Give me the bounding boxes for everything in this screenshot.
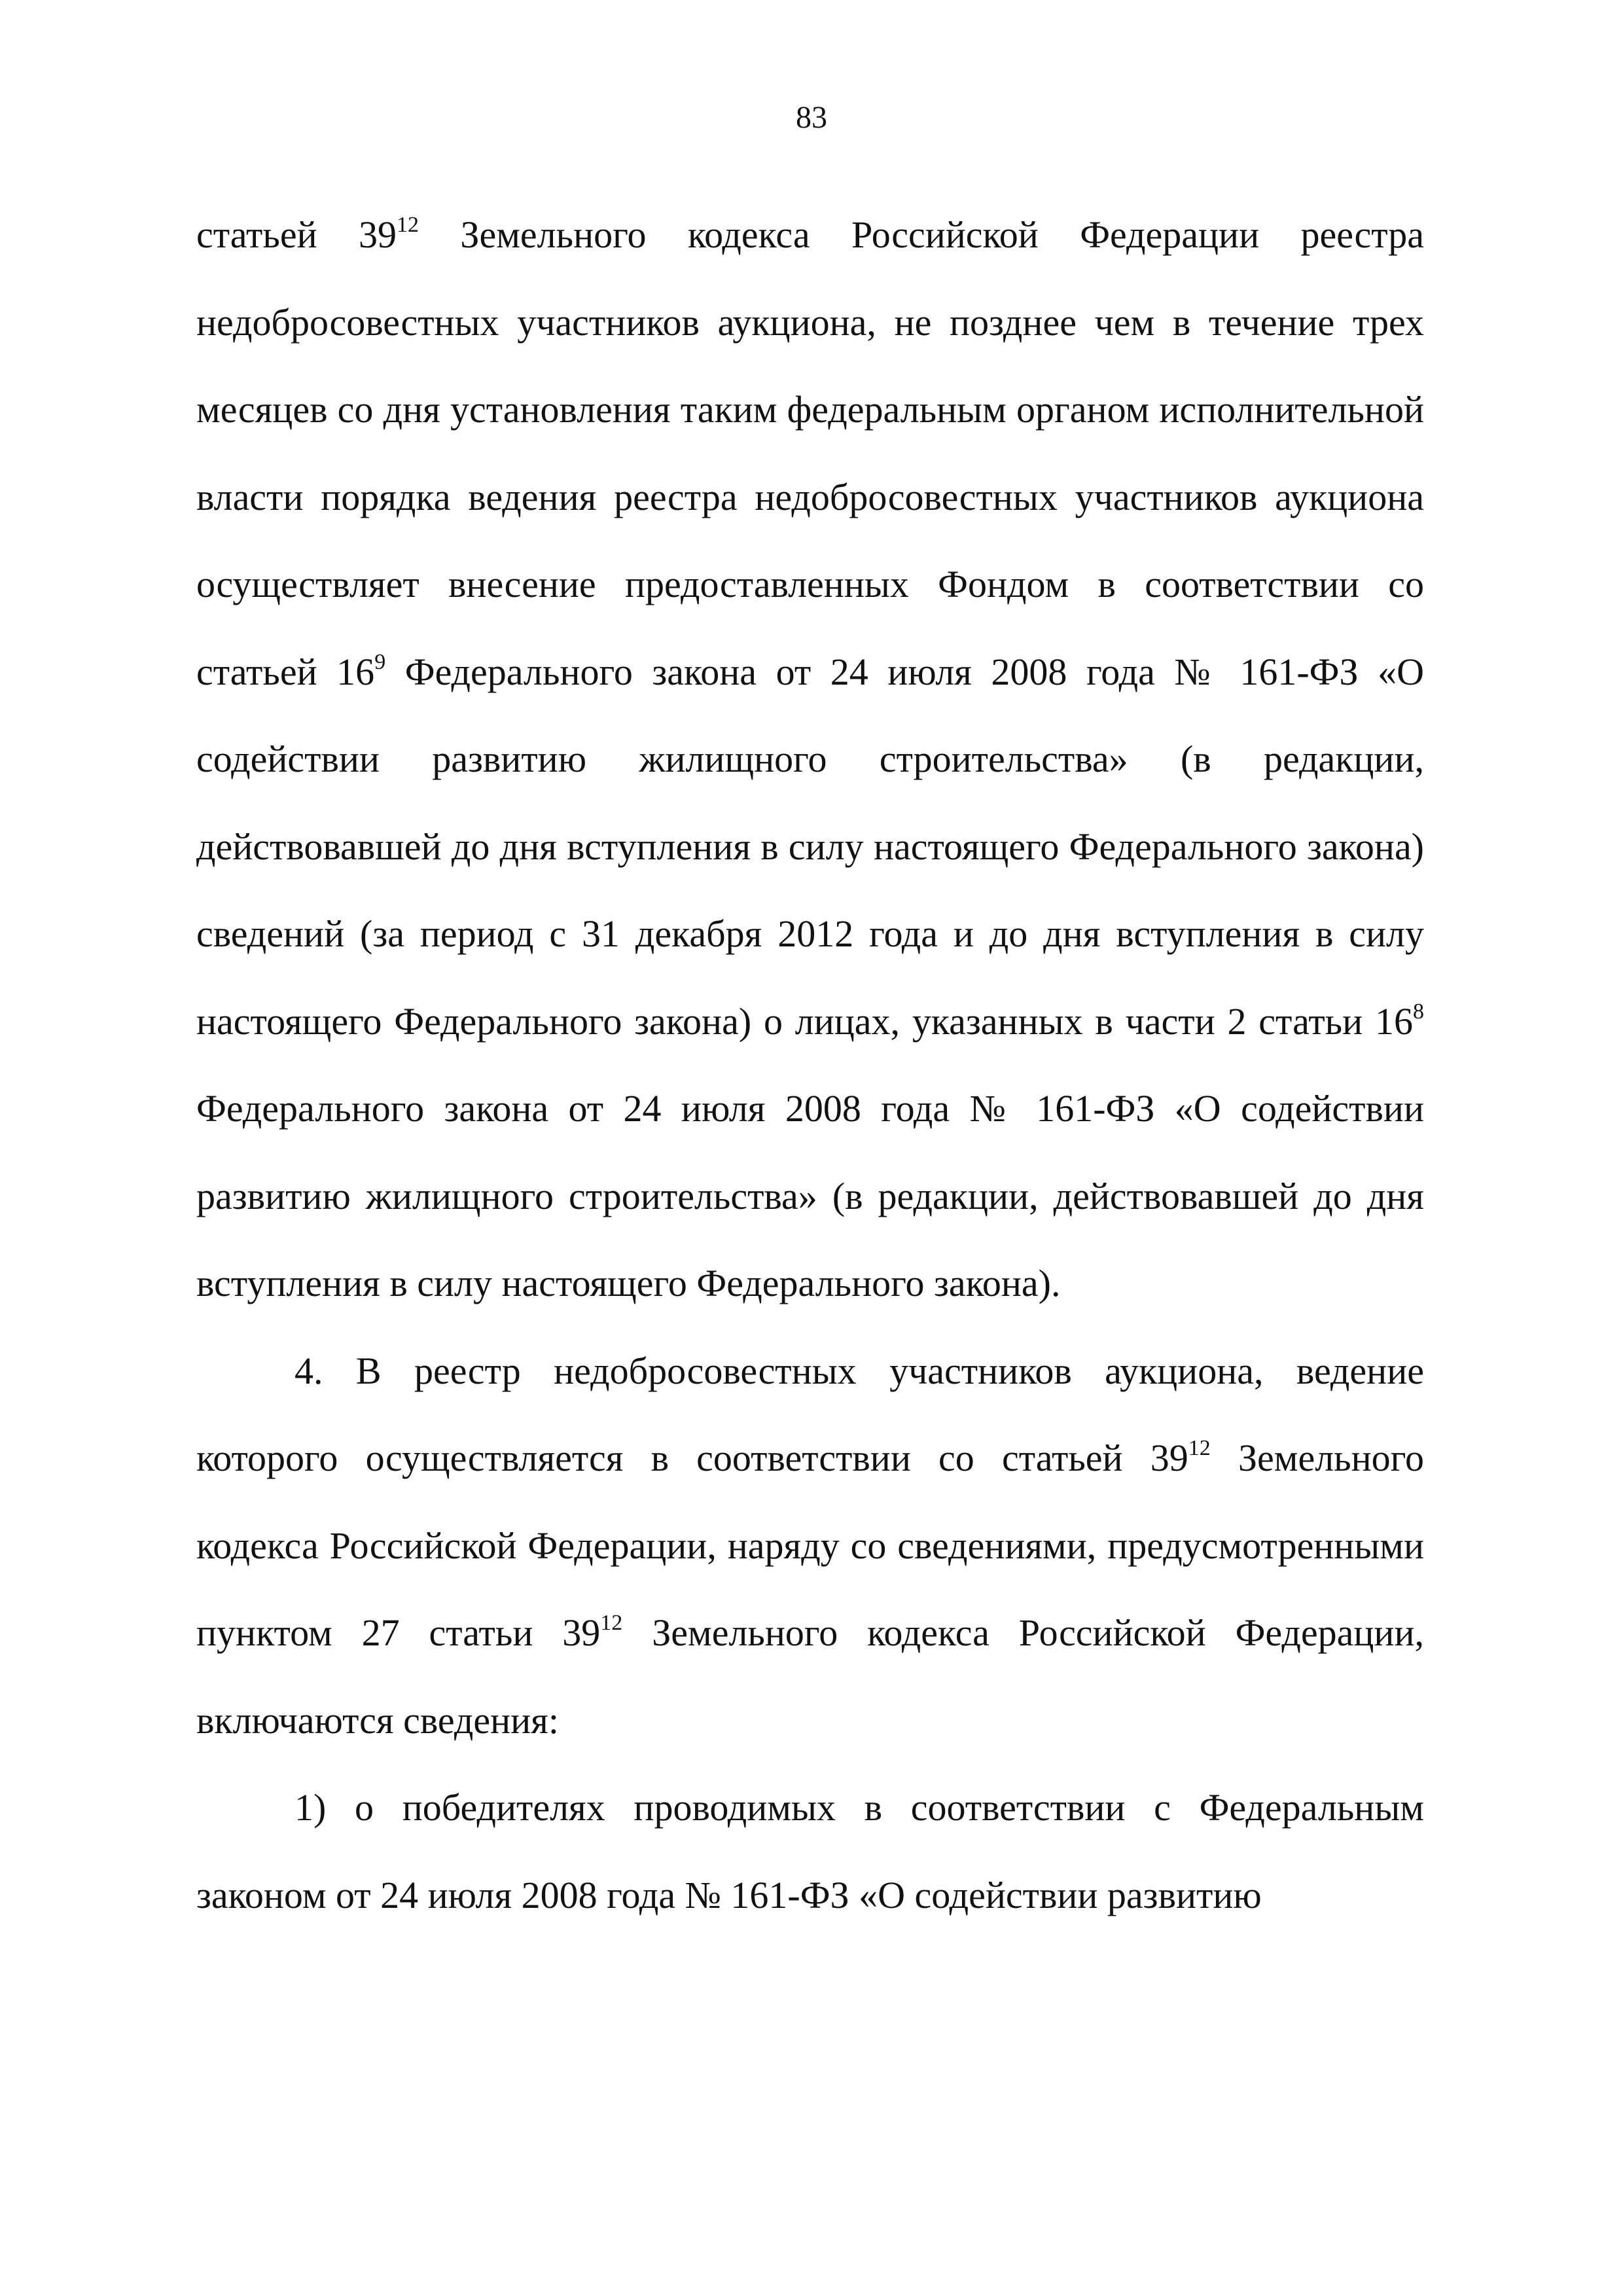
- superscript: 12: [397, 213, 419, 237]
- text-segment: Земельного кодекса Российской Федерации реестра недобросовестных участников аукциона, не позднее чем в течение трех месяцев со дня установления таким федеральным органом исполнительной власти порядка ведения реестра недобросовестных участников аукциона осуществляет внесение предоставленных Фондом в соответствии со статьей 16: [196, 213, 1425, 693]
- text-segment: Федерального закона от 24 июля 2008 года № 161-ФЗ «О содействии развитию жилищного строительства» (в редакции, действовавшей до дня вступления в силу настоящего Федерального закона) сведений (за период с 31 декабря 2012 года и до дня вступления в силу настоящего Федерального закона) о лицах, указанных в части 2 статьи 16: [196, 650, 1425, 1043]
- text-segment: статьей 39: [196, 213, 397, 256]
- text-segment: 1) о победителях проводимых в соответствии с Федеральным законом от 24 июля 2008 года № 161-ФЗ «О содействии развитию: [196, 1786, 1424, 1916]
- superscript: 12: [1188, 1436, 1211, 1460]
- text-segment: Федерального закона от 24 июля 2008 года № 161-ФЗ «О содействии развитию жилищного строительства» (в редакции, действовавшей до дня вступления в силу настоящего Федерального закона).: [196, 1087, 1424, 1304]
- superscript: 9: [374, 649, 386, 674]
- paragraph-subitem-1: [196, 1764, 1424, 1939]
- superscript: 12: [600, 1611, 623, 1635]
- superscript: 8: [1413, 999, 1424, 1024]
- paragraph-item-4: [196, 1327, 1424, 1765]
- document-body: [196, 191, 1424, 1939]
- text-segment: 4. В реестр недобросовестных участников аукциона, ведение которого осуществляется в соответствии со статьей 39: [196, 1349, 1424, 1479]
- page-number: 83: [796, 100, 827, 135]
- text-segment: Земельного кодекса Российской Федерации, включаются сведения:: [196, 1611, 1424, 1742]
- paragraph-continuation: [196, 191, 1424, 1327]
- text-segment: Земельного кодекса Российской Федерации, наряду со сведениями, предусмотренными пунктом 27 статьи 39: [196, 1437, 1424, 1654]
